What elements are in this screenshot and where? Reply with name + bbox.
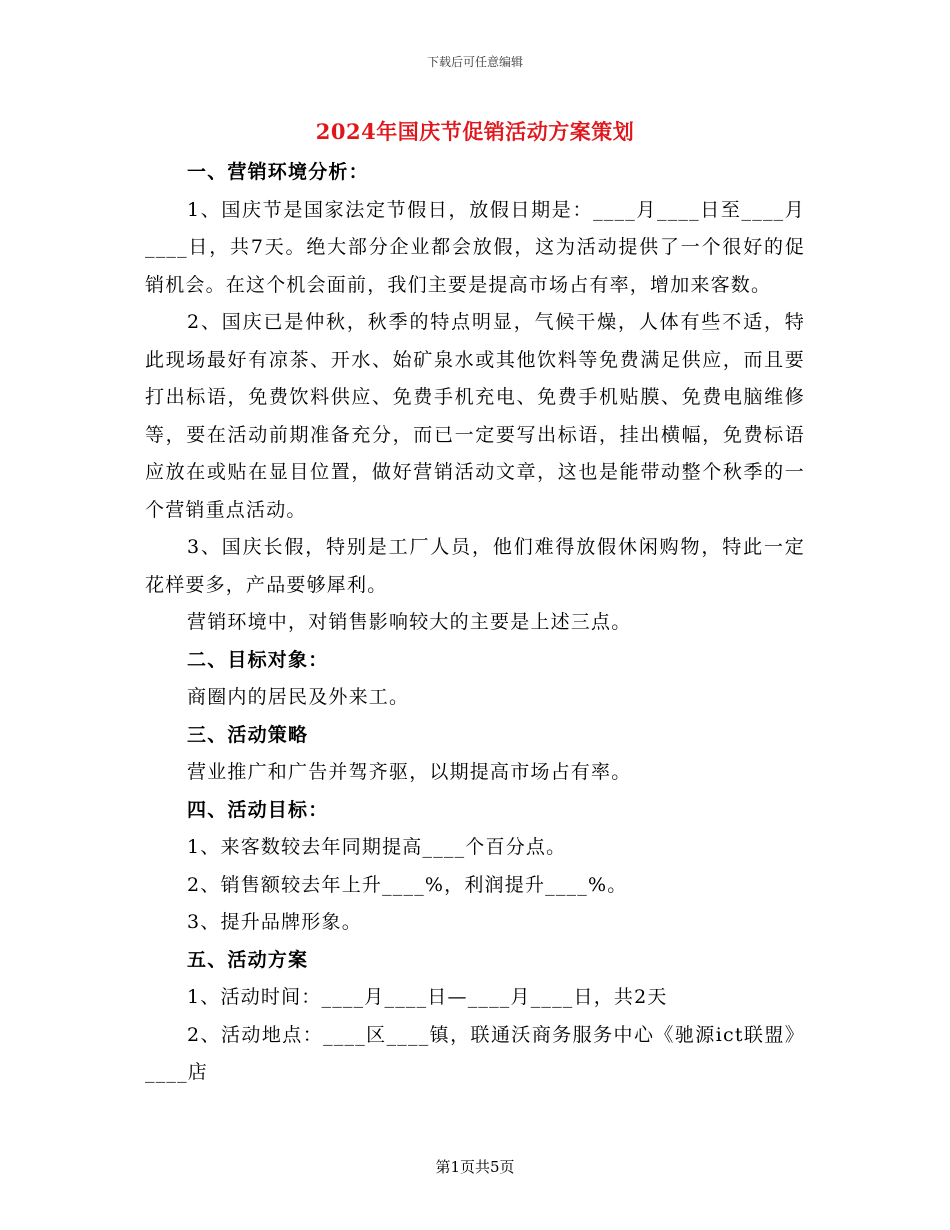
document-body — [145, 154, 805, 1092]
section-heading-5: 五、活动方案 — [187, 948, 309, 971]
document-title: 2024年国庆节促销活动方案策划 — [315, 119, 635, 144]
paragraph-7: 1、来客数较去年同期提高____个百分点。 — [187, 836, 567, 858]
paragraph-6: 营业推广和广告并驾齐驱，以期提高市场占有率。 — [187, 761, 632, 783]
page-number: 第1页共5页 — [435, 1158, 515, 1176]
section-heading-2: 二、目标对象： — [187, 648, 329, 671]
paragraph-10: 1、活动时间：____月____日—____月____日，共2天 — [187, 986, 668, 1008]
paragraph-3: 3、国庆长假，特别是工厂人员，他们难得放假休闲购物，特此一定花样要多，产品要够犀利。 — [145, 536, 805, 596]
paragraph-2: 2、国庆已是仲秋，秋季的特点明显，气候干燥，人体有些不适，特此现场最好有凉茶、开水、始矿泉水或其他饮料等免费满足供应，而且要打出标语，免费饮料供应、免费手机充电、免费手机贴膜、免费电脑维修等，要在活动前期准备充分，而已一定要写出标语，挂出横幅，免费标语应放在或贴在显目位置，做好营销活动文章，这也是能带动整个秋季的一个营销重点活动。 — [145, 311, 805, 521]
paragraph-8: 2、销售额较去年上升____%，利润提升____%。 — [187, 873, 628, 896]
paragraph-11: 2、活动地点：____区____镇，联通沃商务服务中心《驰源ict联盟》____店 — [145, 1023, 805, 1083]
section-heading-3: 三、活动策略 — [187, 723, 309, 746]
paragraph-5: 商圈内的居民及外来工。 — [187, 686, 410, 708]
paragraph-4: 营销环境中，对销售影响较大的主要是上述三点。 — [187, 611, 632, 633]
paragraph-1: 1、国庆节是国家法定节假日，放假日期是：____月____日至____月____日，共7天。绝大部分企业都会放假，这为活动提供了一个很好的促销机会。在这个机会面前，我们主要是提高市场占有率，增加来客数。 — [145, 198, 805, 296]
section-heading-1: 一、营销环境分析： — [187, 161, 369, 183]
paragraph-9: 3、提升品牌形象。 — [187, 911, 362, 933]
page-header-note: 下载后可任意编辑 — [426, 55, 523, 69]
section-heading-4: 四、活动目标： — [187, 798, 329, 821]
